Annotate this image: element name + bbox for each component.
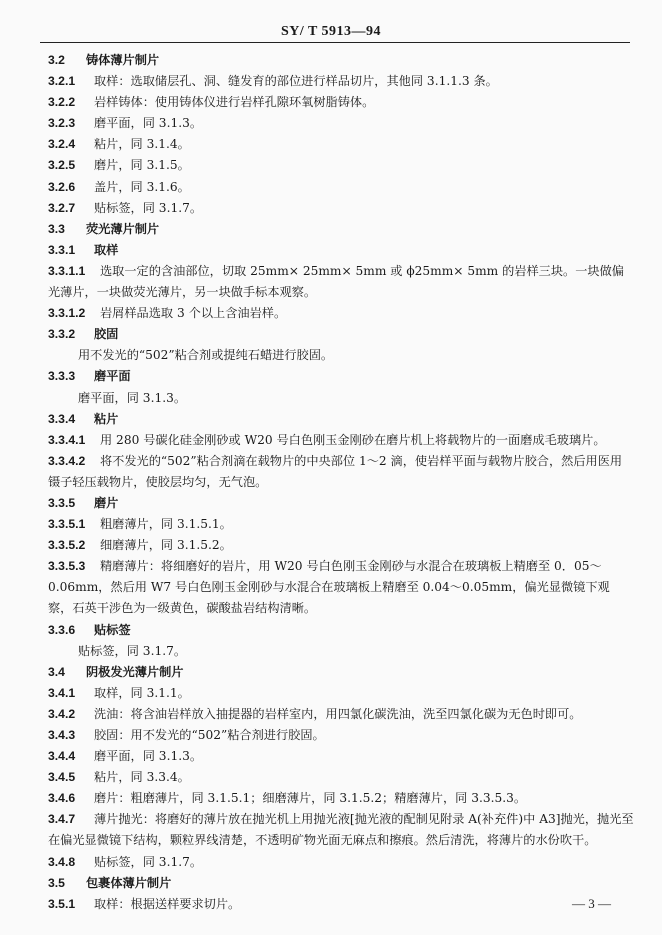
- clause-text: 将不发光的“502”粘合剂滴在载物片的中央部位 1～2 滴，使岩样平面与载物片胶合，然后用医用镊子轻压载物片，使胶层均匀，无气泡。: [48, 453, 623, 489]
- page-number: — 3 —: [572, 896, 611, 911]
- clause-number: 3.3.5: [48, 495, 76, 510]
- clause-3-4-1: [48, 683, 634, 704]
- clause-number: 3.4.7: [48, 812, 76, 827]
- clause-3-2-7: [48, 198, 634, 219]
- clause-3-2-5: [48, 155, 634, 176]
- clause-text: 贴标签，同 3.1.7。: [94, 200, 203, 215]
- clause-text: 用不发光的“502”粘合剂或提纯石蜡进行胶固。: [78, 348, 334, 363]
- clause-3-3-6-body: [48, 641, 634, 662]
- clause-text: 岩屑样品选取 3 个以上含油岩样。: [100, 306, 287, 321]
- clause-3-3-2: [48, 324, 634, 345]
- section-3-5: [48, 873, 634, 894]
- clause-title: 磨平面: [94, 369, 131, 384]
- clause-text: 岩样铸体：使用铸体仪进行岩样孔隙环氧树脂铸体。: [94, 95, 375, 110]
- clause-3-4-4: [48, 746, 634, 767]
- clause-text: 取样，同 3.1.1。: [94, 685, 190, 700]
- clause-text: 用 280 号碳化硅金刚砂或 W20 号白色刚玉金刚砂在磨片机上将载物片的一面磨成毛玻璃片。: [100, 432, 606, 447]
- clause-number: 3.3.5.2: [48, 538, 86, 553]
- clause-text: 细磨薄片，同 3.1.5.2。: [100, 538, 232, 553]
- clause-text: 粘片，同 3.1.4。: [94, 137, 190, 152]
- clause-number: 3.2.7: [48, 200, 76, 215]
- clause-3-3-3: [48, 366, 634, 387]
- clause-3-4-5: [48, 767, 634, 788]
- clause-3-2-4: [48, 134, 634, 155]
- clause-number: 3.4.8: [48, 854, 76, 869]
- clause-3-3-1: [48, 240, 634, 261]
- clause-number: 3.3.5.3: [48, 559, 86, 574]
- section-3-4: [48, 662, 634, 683]
- section-number: 3.2: [48, 53, 65, 67]
- clause-number: 3.3.1: [48, 242, 76, 257]
- section-title: 包裹体薄片制片: [86, 875, 172, 890]
- clause-3-3-3-body: [48, 388, 634, 409]
- header-rule: [40, 42, 630, 43]
- clause-3-2-6: [48, 177, 634, 198]
- clause-number: 3.3.4.1: [48, 432, 86, 447]
- clause-text: 粘片，同 3.3.4。: [94, 770, 190, 785]
- clause-text: 磨平面，同 3.1.3。: [94, 116, 203, 131]
- clause-text: 磨片：粗磨薄片，同 3.1.5.1；细磨薄片，同 3.1.5.2；精磨薄片，同 3.3.5.3。: [94, 791, 527, 806]
- clause-text: 磨片，同 3.1.5。: [94, 158, 190, 173]
- clause-3-3-2-body: [48, 345, 634, 366]
- clause-number: 3.3.1.1: [48, 263, 86, 278]
- clause-number: 3.4.2: [48, 706, 76, 721]
- clause-title: 磨片: [94, 495, 119, 510]
- section-number: 3.4: [48, 664, 65, 679]
- clause-text: 选取一定的含油部位，切取 25mm× 25mm× 5mm 或 ϕ25mm× 5mm 的岩样三块。一块做偏光薄片，一块做荧光薄片，另一块做手标本观察。: [48, 263, 624, 300]
- clause-3-3-1-2: [48, 303, 634, 324]
- clause-3-4-6: [48, 788, 634, 809]
- clause-number: 3.3.5.1: [48, 517, 86, 532]
- clause-text: 取样：选取储层孔、洞、缝发育的部位进行样品切片，其他同 3.1.1.3 条。: [94, 74, 498, 89]
- clause-3-3-5-3: [48, 556, 634, 619]
- clause-3-3-1-1: [48, 261, 634, 303]
- clause-3-3-4: [48, 409, 634, 430]
- clause-number: 3.2.4: [48, 137, 76, 152]
- clause-text: 精磨薄片：将细磨好的岩片，用 W20 号白色刚玉金刚砂与水混合在玻璃板上精磨至 0．05～0.06mm，然后用 W7 号白色刚玉金刚砂与水混合在玻璃板上精磨至 0.04～0.05mm，偏光显微镜下观察，石英干涉色为一级黄色，碳酸盐岩结构清晰。: [48, 559, 610, 616]
- clause-3-4-3: [48, 725, 634, 746]
- clause-title: 胶固: [94, 327, 119, 342]
- section-title: 铸体薄片制片: [86, 53, 160, 67]
- clause-number: 3.2.2: [48, 95, 76, 110]
- clause-text: 磨平面，同 3.1.3。: [94, 749, 203, 764]
- clause-text: 粗磨薄片，同 3.1.5.1。: [100, 517, 232, 532]
- clause-3-3-4-2: [48, 451, 634, 493]
- clause-3-3-5-2: [48, 535, 634, 556]
- clause-number: 3.2.6: [48, 179, 76, 194]
- clause-text: 盖片，同 3.1.6。: [94, 179, 190, 194]
- section-title: 荧光薄片制片: [86, 221, 160, 236]
- clause-number: 3.2.5: [48, 158, 76, 173]
- clause-3-2-2: [48, 92, 634, 113]
- clause-3-3-5-1: [48, 514, 634, 535]
- clause-text: 磨平面，同 3.1.3。: [78, 390, 187, 405]
- clause-number: 3.5.1: [48, 896, 76, 911]
- clause-number: 3.4.6: [48, 791, 76, 806]
- clause-title: 贴标签: [94, 622, 131, 637]
- clause-number: 3.3.4.2: [48, 453, 86, 468]
- clause-text: 贴标签，同 3.1.7。: [94, 854, 203, 869]
- clause-number: 3.4.5: [48, 770, 76, 785]
- section-3-2: [48, 50, 634, 71]
- section-number: 3.5: [48, 875, 65, 890]
- clause-title: 取样: [94, 242, 119, 257]
- clause-number: 3.4.3: [48, 728, 76, 742]
- clause-3-3-6: [48, 620, 634, 641]
- clause-3-2-3: [48, 113, 634, 134]
- clause-text: 贴标签，同 3.1.7。: [78, 643, 187, 658]
- clause-3-5-1: [48, 894, 634, 915]
- clause-number: 3.3.1.2: [48, 306, 86, 321]
- clause-number: 3.3.6: [48, 622, 76, 637]
- clause-number: 3.4.4: [48, 749, 76, 764]
- clause-text: 胶固：用不发光的“502”粘合剂进行胶固。: [94, 728, 325, 742]
- clause-text: 取样：根据送样要求切片。: [94, 896, 241, 911]
- clause-3-4-7: [48, 809, 634, 851]
- clause-number: 3.3.4: [48, 411, 76, 426]
- section-number: 3.3: [48, 221, 65, 236]
- clause-3-4-2: [48, 704, 634, 725]
- clause-3-3-5: [48, 493, 634, 514]
- clause-3-3-4-1: [48, 430, 634, 451]
- clause-text: 洗油：将含油岩样放入抽提器的岩样室内，用四氯化碳洗油，洗至四氯化碳为无色时即可。: [94, 706, 582, 721]
- page-body: [48, 50, 634, 915]
- section-3-3: [48, 219, 634, 240]
- clause-number: 3.2.1: [48, 74, 76, 89]
- clause-3-2-1: [48, 71, 634, 92]
- clause-title: 粘片: [94, 411, 119, 426]
- clause-number: 3.3.2: [48, 327, 76, 342]
- clause-number: 3.4.1: [48, 685, 76, 700]
- section-title: 阴极发光薄片制片: [86, 664, 184, 679]
- standard-code-header: SY/ T 5913—94: [280, 24, 382, 39]
- clause-number: 3.2.3: [48, 116, 76, 131]
- clause-text: 薄片抛光：将磨好的薄片放在抛光机上用抛光液[抛光液的配制见附录 A(补充件)中 A3]抛光，抛光至在偏光显微镜下结构，颗粒界线清楚，不透明矿物光面无麻点和擦痕。然后清洗，将薄片的水份吹干。: [48, 812, 634, 848]
- clause-3-4-8: [48, 852, 634, 873]
- clause-number: 3.3.3: [48, 369, 76, 384]
